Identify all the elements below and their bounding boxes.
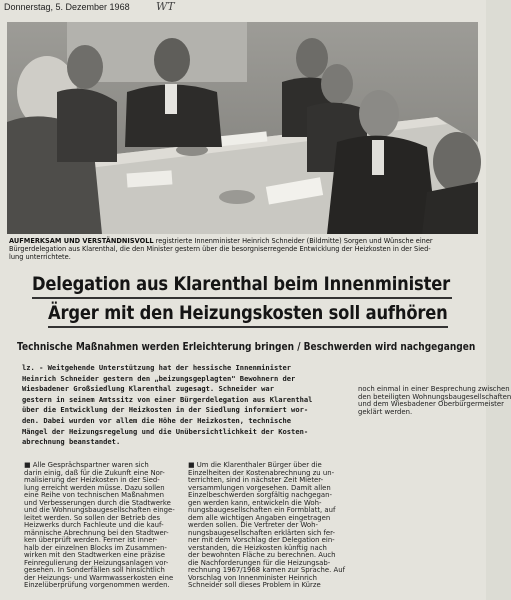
lead-line: abrechnung beanstandet. [22,437,121,447]
caption-line: lung unterrichtete. [9,253,71,261]
text-line: dem alle wichtigen Angaben eingetragen [188,513,331,522]
text-line: malisierung der Heizkosten in der Sied- [24,476,160,484]
text-line: lung erreicht werden müsse. Dazu sollen [24,483,165,492]
text-line: eine Reihe von technischen Maßnahmen [24,491,164,499]
lead-line: über die Entwicklung der Heizkosten in der Siedlung informiert wor- [22,405,309,415]
text-line: Feinregulierung der Heizungsanlagen vor- [24,558,169,567]
text-line: die Nachforderungen für die Heizungsab- [188,558,331,567]
text-line: halb der einzelnen Blocks im Zusammen- [24,543,167,552]
dateline: Donnerstag, 5. Dezember 1968 [4,2,130,12]
headline-rule [48,326,448,328]
lead-line: den. Dabei wurden vor allem die Höhe der Heizkosten, technische [22,415,292,425]
lead-line: Wiesbadener Großsiedlung Klarenthal zugesagt. Schneider war [22,384,274,394]
lead-paragraph [22,363,360,448]
lead-line: lz. - Weitgehende Unterstützung hat der hessische Innenminister [22,363,292,372]
text-line: ner mit dem Vorschlag der Delegation ein- [188,536,335,544]
text-line: ■ Alle Gesprächspartner waren sich [24,461,149,469]
caption-line: Bürgerdelegation aus Klarenthal, die den Minister gestern über die besorgniserregende Entwicklung der Heizkosten in der Sied- [9,245,431,253]
text-line: geklärt werden. [358,407,413,416]
news-photo [7,22,478,234]
text-line: werden sollen. Die Vertreter der Woh- [188,521,318,529]
text-line: rechnung 1967/1968 kamen zur Sprache. Auf [188,566,346,574]
meeting-photo-illustration [7,22,478,234]
text-line: nungsbaugesellschaften ein Formblatt, auf [188,506,336,514]
text-line: leitet werden. So sollen der Betrieb des [24,513,161,522]
text-line: ken überprüft werden. Ferner ist inner- [24,536,158,544]
caption-lead: AUFMERKSAM UND VERSTÄNDNISVOLL [9,237,154,245]
text-line: Einzelheiten der Kostenabrechnung zu un- [188,468,335,477]
column-one [24,462,174,590]
text-line: gen werden kann, entwickeln die Woh- [188,498,322,507]
column-right-top [358,385,511,416]
text-line: und Verbesserungen durch die Stadtwerke [24,498,171,507]
text-line: gesehen. In Sonderfällen soll hinsichtlich [24,566,165,574]
handwritten-mark: WT [156,0,175,13]
text-line: Schneider soll dieses Problem in Kürze [188,581,321,589]
text-line: Einzelüberprüfung vorgenommen werden. [24,581,170,589]
headline-rule [32,297,452,299]
text-line: verstanden, die Heizkosten künftig nach [188,543,327,552]
text-line: noch einmal in einer Besprechung zwischen [358,385,510,393]
photo-caption [9,237,477,261]
text-line: darin einig, daß für die Zukunft eine Nor- [24,468,165,477]
lead-line: Mängel der Heizungsregelung und die Unübersichtlichkeit der Kosten- [22,426,309,436]
text-line: der bewohnten Fläche zu berechnen. Auch [188,551,336,559]
text-line: der Heizungs- und Warmwasserkosten eine [24,573,174,582]
text-line: versammlungen vorgesehen. Damit allen [188,483,331,492]
text-line: Vorschlag von Innenminister Heinrich [188,573,317,582]
text-line: und dem Wiesbadener Oberbürgermeister [358,400,504,408]
text-line: nungsbaugesellschaften erklärten sich fer- [188,528,335,537]
text-line: ■ Um die Klarenthaler Bürger über die [188,461,322,469]
column-two [188,462,348,590]
text-line: den beteiligten Wohnungsbaugesellschaften [358,392,511,401]
caption-line: registrierte Innenminister Heinrich Schneider (Bildmitte) Sorgen und Wünsche einer [153,237,433,245]
subheadline: Technische Maßnahmen werden Erleichterung bringen / Beschwerden wird nachgegangen [17,341,476,353]
lead-line: gestern in seinem Amtssitz von einer Bürgerdelegation aus Klarenthal [22,394,313,404]
text-line: und die Wohnungsbaugesellschaften einge- [24,506,175,514]
lead-line: Heinrich Schneider gestern den „beizungsgeplagten" Bewohnern der [22,373,296,383]
text-line: wirken mit den Stadtwerken eine präzise [24,551,165,559]
headline-main: Delegation aus Klarenthal beim Innenminister [32,273,451,295]
text-line: Einzelbeschwerden sorgfältig nachgegan- [188,491,332,499]
text-line: männische Abrechnung bei den Stadtwer- [24,528,169,537]
text-line: terrichten, sind in nächster Zeit Mieter- [188,476,324,484]
text-line: Heizwerks durch Fachleute und die kauf- [24,521,164,529]
headline-second: Ärger mit den Heizungskosten soll aufhören [48,302,448,324]
